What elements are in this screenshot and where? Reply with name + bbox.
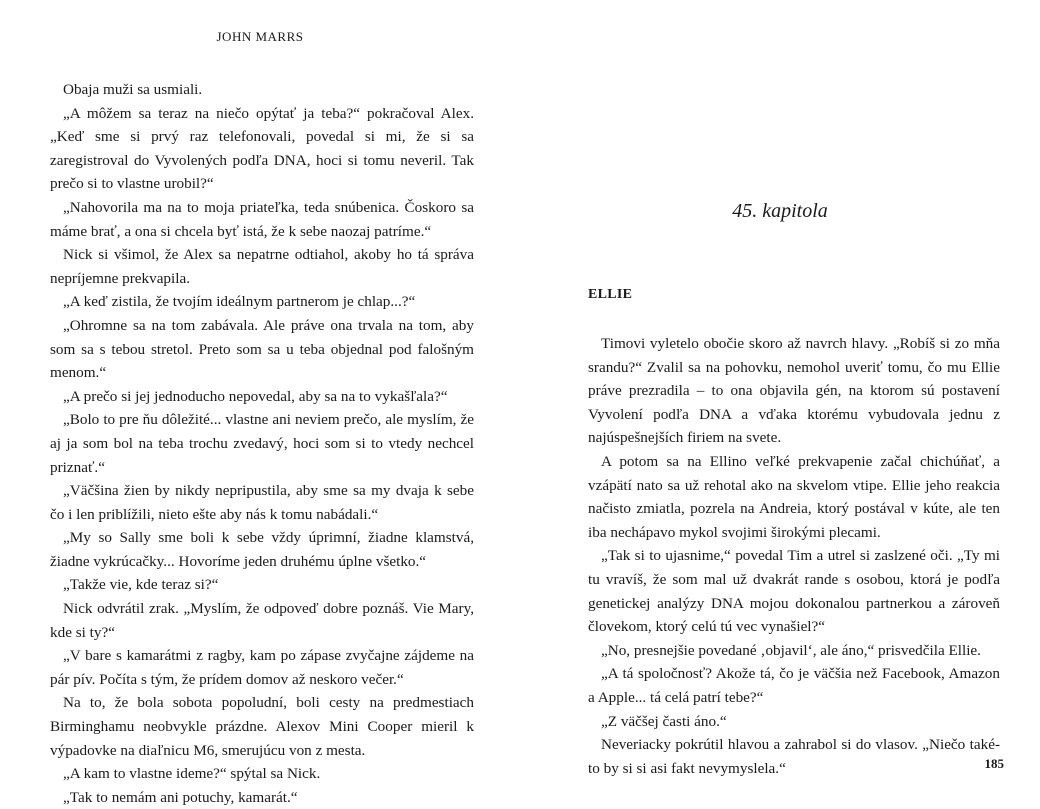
paragraph: „Tak si to ujasnime,“ povedal Tim a utrel si zaslzené oči. „Ty mi tu vravíš, že som mal už dvakrát rande s osobou, ktorá je podľa genetickej analýzy DNA mojou dokonalou partnerkou a zároveň človekom, ktorý celú tú vec vynašiel?“	[588, 547, 1000, 636]
paragraph: „Takže vie, kde teraz si?“	[63, 576, 219, 594]
running-head: JOHN MARRS	[216, 29, 304, 44]
page-number: 185	[984, 756, 1004, 771]
paragraph: Obaja muži sa usmiali.	[63, 81, 203, 98]
paragraph: „My so Sally sme boli k sebe vždy úprimní, žiadne klamstvá, žiadne vykrúcačky... Hovoríme jeden druhému úplne všetko.“	[50, 529, 474, 570]
paragraph: Nick si všimol, že Alex sa nepatrne odtiahol, akoby ho tá správa nepríjemne prekvapila.	[50, 246, 474, 287]
paragraph: „A kam to vlastne ideme?“ spýtal sa Nick.	[63, 765, 321, 783]
paragraph: Timovi vyletelo obočie skoro až navrch hlavy. „Robíš si zo mňa srandu?“ Zvalil sa na pohovku, nemohol uveriť tomu, čo mu Ellie práve prezradila – to ona objavila gén, na ktorom sú postavení Vyvolení podľa DNA a vďaka ktorému vybudovala jednu z najúspešnejších firiem na svete.	[588, 335, 1000, 447]
paragraph: „Väčšina žien by nikdy nepripustila, aby sme sa my dvaja k sebe čo i len priblížili, nieto ešte aby nás k tomu nabádali.“	[50, 482, 474, 523]
right-page	[520, 0, 1040, 800]
paragraph: A potom sa na Ellino veľké prekvapenie začal chichúňať, a vzápätí nato sa už rehotal ako na skvelom vtipe. Ellie jeho reakcia načisto zmiatla, pozrela na Andreia, ktorý postával v kúte, ale ten iba nechápavo mykol svojimi širokými plecami.	[588, 452, 1000, 541]
paragraph: „A tá spoločnosť? Akože tá, čo je väčšia než Facebook, Amazon a Apple... tá celá patrí tebe?“	[588, 665, 1000, 706]
paragraph: „Nahovorila ma na to moja priateľka, teda snúbenica. Čoskoro sa máme brať, a ona si chcela byť istá, že k sebe naozaj patríme.“	[50, 198, 474, 240]
paragraph: „A prečo si jej jednoducho nepovedal, aby sa na to vykašľala?“	[63, 387, 448, 405]
paragraph: „Tak to nemám ani potuchy, kamarát.“	[63, 788, 298, 806]
paragraph: Na to, že bola sobota popoludní, boli cesty na predmestiach Birminghamu neobvykle prázdne. Alexov Mini Cooper mieril k výpadovke na diaľnicu M6, smerujúcu von z mesta.	[50, 694, 474, 759]
paragraph: Nick odvrátil zrak. „Myslím, že odpoveď dobre poznáš. Vie Mary, kde si ty?“	[50, 600, 474, 641]
section-heading: ELLIE	[588, 287, 633, 302]
paragraph: „A môžem sa teraz na niečo opýtať ja teba?“ pokračoval Alex. „Keď sme si prvý raz telefonovali, povedal si mi, že si sa zaregistroval do Vyvolených podľa DNA, hoci si tomu neveril. Tak prečo si to vlastne urobil?“	[50, 104, 474, 193]
paragraph: Neveriacky pokrútil hlavou a zahrabol si do vlasov. „Niečo také-to by si si asi fakt nevymyslela.“	[588, 736, 1000, 777]
paragraph: „V bare s kamarátmi z ragby, kam po zápase zvyčajne zájdeme na pár pív. Počíta s tým, že prídem domov až neskoro večer.“	[50, 647, 474, 688]
chapter-title: 45. kapitola	[732, 200, 828, 222]
left-page	[0, 0, 520, 806]
paragraph: „Ohromne sa na tom zabávala. Ale práve ona trvala na tom, aby som sa s tebou stretol. Preto som sa u teba objednal pod falošným menom.“	[50, 316, 474, 382]
paragraph: „No, presnejšie povedané ‚objavil‘, ale áno,“ prisvedčila Ellie.	[601, 641, 981, 659]
right-body-text	[588, 332, 1000, 780]
paragraph: „A keď zistila, že tvojím ideálnym partnerom je chlap...?“	[63, 293, 416, 311]
paragraph: „Z väčšej časti áno.“	[601, 712, 727, 730]
left-body-text	[50, 78, 474, 809]
paragraph: „Bolo to pre ňu dôležité... vlastne ani neviem prečo, ale myslím, že aj ja som bol na teba trochu zvedavý, hoci som si to vtedy nechcel priznať.“	[50, 411, 474, 476]
